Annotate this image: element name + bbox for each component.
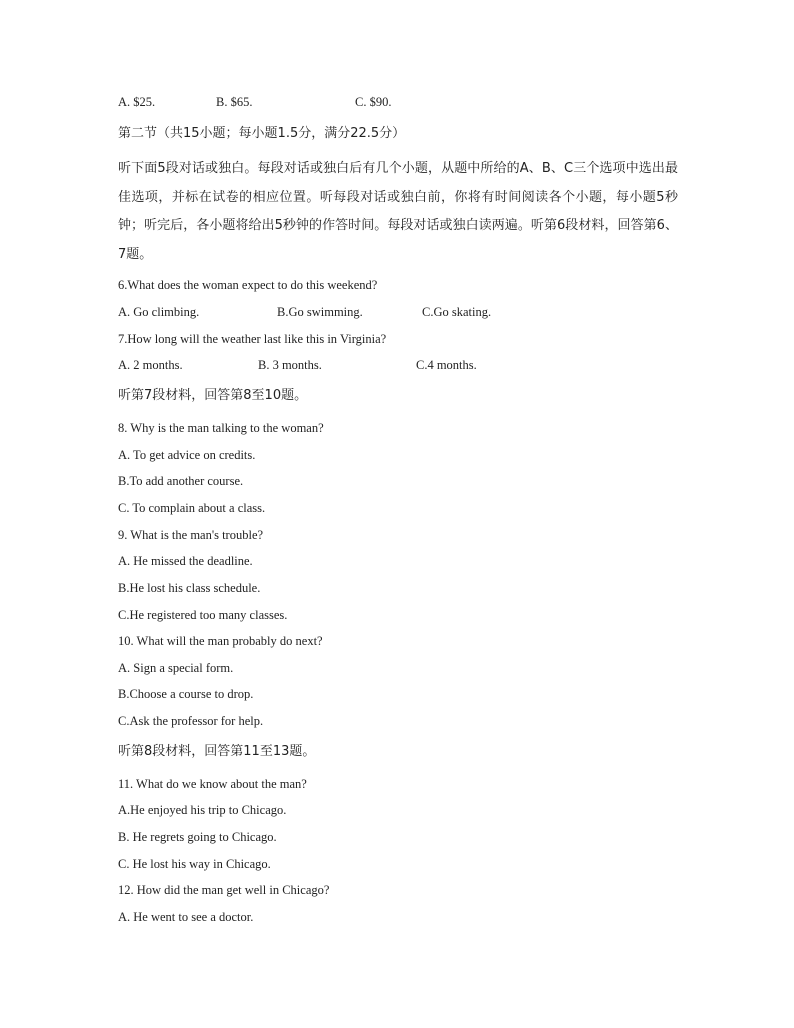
q12-option-a: A. He went to see a doctor.: [118, 910, 254, 924]
q9-option-a: A. He missed the deadline.: [118, 554, 253, 568]
q7-option-b: B. 3 months.: [258, 358, 322, 372]
q7-option-c: C.4 months.: [416, 358, 477, 372]
q8-option-c: C. To complain about a class.: [118, 501, 266, 515]
q11-option-a: A.He enjoyed his trip to Chicago.: [118, 803, 287, 817]
option-a: A. $25.: [118, 95, 156, 109]
section-title: 第二节（共15小题；每小题1.5分，满分22.5分）: [118, 126, 406, 141]
q11-option-c: C. He lost his way in Chicago.: [118, 857, 271, 871]
q6-option-c: C.Go skating.: [422, 305, 492, 319]
q10-option-b: B.Choose a course to drop.: [118, 687, 254, 701]
option-c: C. $90.: [355, 95, 392, 109]
option-b: B. $65.: [216, 95, 253, 109]
question-9: 9. What is the man's trouble?: [118, 528, 264, 542]
q11-option-b: B. He regrets going to Chicago.: [118, 830, 277, 844]
question-12: 12. How did the man get well in Chicago?: [118, 883, 330, 897]
q6-option-a: A. Go climbing.: [118, 305, 200, 319]
q8-option-a: A. To get advice on credits.: [118, 448, 256, 462]
q7-option-a: A. 2 months.: [118, 358, 183, 372]
q10-option-c: C.Ask the professor for help.: [118, 714, 264, 728]
question-10: 10. What will the man probably do next?: [118, 634, 323, 648]
q10-option-a: A. Sign a special form.: [118, 661, 234, 675]
question-11: 11. What do we know about the man?: [118, 777, 307, 791]
q9-option-c: C.He registered too many classes.: [118, 608, 288, 622]
q6-option-b: B.Go swimming.: [277, 305, 363, 319]
q9-option-b: B.He lost his class schedule.: [118, 581, 261, 595]
group-7-heading: 听第7段材料，回答第8至10题。: [118, 388, 308, 403]
question-7: 7.How long will the weather last like this in Virginia?: [118, 332, 387, 346]
instructions-paragraph: 听下面5段对话或独白。每段对话或独白后有几个小题，从题中所给的A、B、C三个选项中选出最佳选项，并标在试卷的相应位置。听每段对话或独白前，你将有时间阅读各个小题，每小题5秒钟；听完后，各小题将给出5秒钟的作答时间。每段对话或独白读两遍。听第6段材料，回答第6、7题。: [118, 161, 678, 262]
group-8-heading: 听第8段材料，回答第11至13题。: [118, 744, 316, 759]
question-8: 8. Why is the man talking to the woman?: [118, 421, 324, 435]
question-6: 6.What does the woman expect to do this weekend?: [118, 278, 378, 292]
q8-option-b: B.To add another course.: [118, 474, 244, 488]
